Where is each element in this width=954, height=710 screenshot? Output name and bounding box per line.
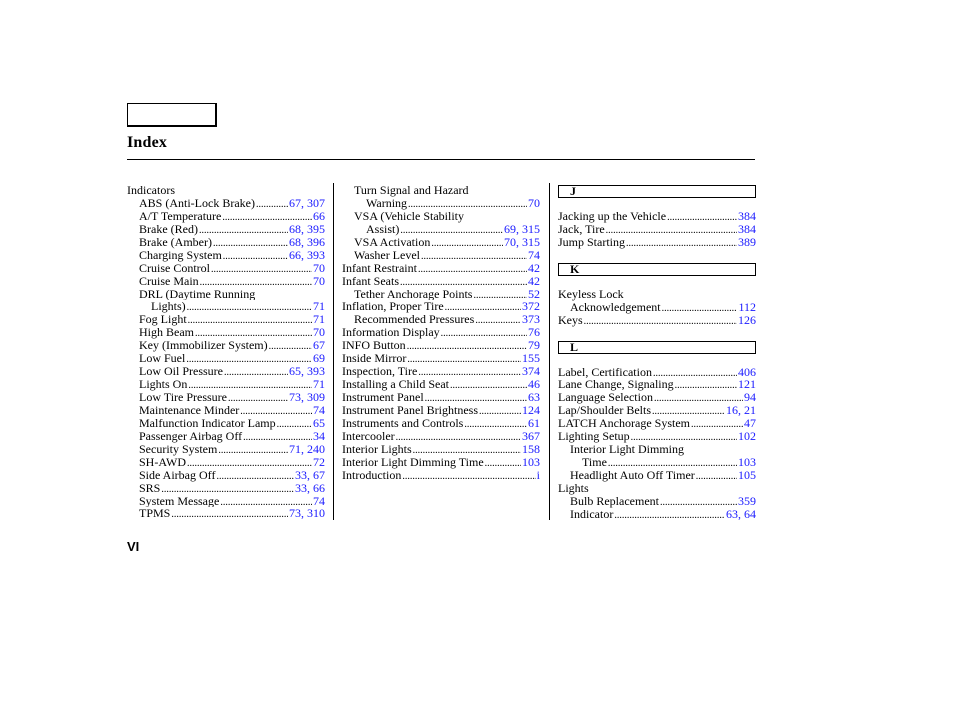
page-reference-link[interactable]: 71 — [313, 300, 325, 314]
page-reference-link[interactable]: 102 — [738, 430, 756, 444]
leader-dots — [171, 509, 288, 520]
leader-dots — [187, 302, 312, 313]
page-reference-link[interactable]: 70 — [313, 326, 325, 340]
leader-dots — [691, 419, 743, 430]
leader-dots — [413, 445, 521, 456]
index-entry — [342, 223, 540, 236]
index-entry — [342, 417, 540, 430]
index-entry — [127, 456, 325, 469]
page-reference-link[interactable]: 103 — [522, 455, 540, 469]
page-reference-link[interactable]: 71 — [313, 313, 325, 327]
leader-dots — [425, 393, 527, 404]
index-entry — [127, 184, 325, 197]
leader-dots — [696, 471, 737, 482]
leader-dots — [396, 432, 521, 443]
leader-dots — [400, 225, 503, 236]
leader-dots — [473, 290, 527, 301]
page-title: Index — [127, 134, 168, 151]
index-entry — [558, 508, 756, 521]
index-entry-label: Jack, Tire — [558, 222, 605, 236]
page-reference-link[interactable]: 47 — [744, 417, 756, 431]
index-entry — [127, 326, 325, 339]
page-reference-link[interactable]: 63 — [528, 391, 540, 404]
leader-dots — [475, 315, 521, 326]
index-entry — [127, 391, 325, 404]
leader-dots — [606, 225, 737, 236]
index-entry-label: Lap/Shoulder Belts — [558, 404, 651, 418]
index-entry-label: Turn Signal and Hazard — [354, 184, 469, 197]
index-entry-label: Fog Light — [139, 313, 187, 327]
index-entry — [558, 391, 756, 404]
section-tab-box — [127, 103, 217, 127]
index-entry — [127, 430, 325, 443]
index-entry — [558, 404, 756, 417]
index-entry-label: Brake (Red) — [139, 222, 198, 236]
leader-dots — [188, 380, 312, 391]
leader-dots — [418, 264, 527, 275]
index-entry-label: Introduction — [342, 468, 402, 482]
page-reference-link[interactable]: 66 — [313, 209, 325, 223]
leader-dots — [441, 328, 527, 339]
index-entry — [558, 301, 756, 314]
index-entry — [342, 210, 540, 223]
page-reference-link[interactable]: 46 — [528, 378, 540, 391]
index-entry — [558, 456, 756, 469]
leader-dots — [408, 199, 527, 210]
leader-dots — [654, 393, 743, 404]
index-entry-label: Infant Seats — [342, 274, 399, 288]
page-reference-link[interactable]: 68, 396 — [289, 235, 325, 249]
leader-dots — [195, 328, 312, 339]
page-reference-link[interactable]: 126 — [738, 313, 756, 327]
index-entry-label: TPMS — [139, 507, 171, 521]
index-column-2 — [342, 184, 540, 482]
index-entry — [558, 210, 756, 223]
page-reference-link[interactable]: 52 — [528, 287, 540, 301]
leader-dots — [222, 212, 312, 223]
index-entry-label: Recommended Pressures — [354, 313, 475, 327]
index-entry-label: Inside Mirror — [342, 352, 407, 366]
index-entry-label: Malfunction Indicator Lamp — [139, 416, 276, 430]
index-entry — [127, 236, 325, 249]
leader-dots — [662, 303, 738, 314]
leader-dots — [584, 316, 737, 327]
page-reference-link[interactable]: 72 — [313, 455, 325, 469]
index-entry-label: Inspection, Tire — [342, 365, 418, 379]
index-entry-label: Infant Restraint — [342, 261, 417, 275]
index-entry — [127, 275, 325, 288]
page-reference-link[interactable]: 34 — [313, 429, 325, 443]
page-reference-link[interactable]: 33, 66 — [295, 481, 325, 495]
index-entry — [342, 378, 540, 391]
index-entry — [342, 404, 540, 417]
leader-dots — [240, 406, 312, 417]
index-entry-label: Security System — [139, 442, 218, 456]
index-entry — [342, 184, 540, 197]
index-entry — [342, 300, 540, 313]
title-rule — [127, 159, 755, 160]
index-entry-label: Instruments and Controls — [342, 416, 464, 430]
column-divider — [333, 183, 334, 520]
leader-dots — [418, 367, 521, 378]
leader-dots — [220, 497, 312, 508]
index-column-3 — [558, 184, 756, 521]
page-reference-link[interactable]: 373 — [522, 313, 540, 327]
index-entry-label: Low Fuel — [139, 352, 186, 366]
index-entry — [127, 249, 325, 262]
index-entry — [558, 378, 756, 391]
index-entry-label: Instrument Panel — [342, 391, 424, 404]
leader-dots — [277, 419, 312, 430]
index-entry-label: Interior Light Dimming Time — [342, 455, 484, 469]
leader-dots — [653, 368, 737, 379]
page-reference-link[interactable]: 359 — [738, 494, 756, 508]
index-entry-label: Brake (Amber) — [139, 235, 212, 249]
page-reference-link[interactable]: 63, 64 — [726, 507, 756, 521]
page-reference-link[interactable]: 42 — [528, 261, 540, 275]
index-entry — [127, 313, 325, 326]
page-reference-link[interactable]: 69, 315 — [504, 222, 540, 236]
index-entry-label: Lights — [558, 481, 589, 495]
index-entry-label: LATCH Anchorage System — [558, 417, 690, 431]
index-entry — [558, 366, 756, 379]
page-reference-link[interactable]: 384 — [738, 222, 756, 236]
index-entry-label: Keyless Lock — [558, 287, 624, 301]
leader-dots — [269, 341, 312, 352]
page-reference-link[interactable]: 105 — [738, 469, 756, 482]
letter-heading: J — [558, 185, 756, 198]
index-entry-label: Lights) — [151, 300, 186, 314]
page-reference-link[interactable]: 73, 309 — [289, 391, 325, 404]
page-reference-link[interactable]: 67, 307 — [289, 196, 325, 210]
index-entry — [127, 469, 325, 482]
page-reference-link[interactable]: 74 — [528, 248, 540, 262]
leader-dots — [667, 212, 737, 223]
page-reference-link[interactable]: 79 — [528, 339, 540, 353]
page-reference-link[interactable]: 367 — [522, 429, 540, 443]
index-entry-label: Passenger Airbag Off — [139, 429, 243, 443]
index-entry-label: Headlight Auto Off Timer — [570, 469, 695, 482]
index-entry-label: Indicator — [570, 507, 614, 521]
index-entry — [342, 443, 540, 456]
index-entry — [342, 326, 540, 339]
index-entry — [127, 339, 325, 352]
page-reference-link[interactable]: 74 — [313, 494, 325, 508]
index-entry-label: INFO Button — [342, 339, 406, 353]
index-entry-label: Lighting Setup — [558, 430, 630, 444]
page-reference-link[interactable]: 16, 21 — [726, 404, 756, 418]
index-entry — [342, 313, 540, 326]
index-entry — [342, 275, 540, 288]
index-entry — [127, 507, 325, 520]
index-entry — [342, 236, 540, 249]
leader-dots — [213, 238, 288, 249]
page-reference-link[interactable]: 42 — [528, 274, 540, 288]
leader-dots — [200, 277, 312, 288]
index-entry — [127, 404, 325, 417]
index-entry — [558, 482, 756, 495]
index-entry-label: SRS — [139, 481, 161, 495]
index-entry-label: Time — [582, 456, 607, 469]
leader-dots — [187, 458, 312, 469]
page-reference-link[interactable]: 65 — [313, 416, 325, 430]
index-entry-label: Inflation, Proper Tire — [342, 300, 444, 314]
index-entry-label: Bulb Replacement — [570, 494, 659, 508]
index-entry-label: System Message — [139, 494, 220, 508]
index-entry — [342, 339, 540, 352]
index-entry-label: A/T Temperature — [139, 209, 222, 223]
leader-dots — [188, 315, 312, 326]
index-entry-label: Low Tire Pressure — [139, 391, 228, 404]
index-entry — [558, 314, 756, 327]
leader-dots — [431, 238, 503, 249]
index-entry — [127, 300, 325, 313]
leader-dots — [445, 302, 521, 313]
index-entry — [342, 249, 540, 262]
page-reference-link[interactable]: 103 — [738, 456, 756, 469]
index-entry — [558, 430, 756, 443]
index-column-1 — [127, 184, 325, 520]
leader-dots — [626, 238, 737, 249]
index-entry-label: Lane Change, Signaling — [558, 378, 674, 392]
index-entry-label: Jacking up the Vehicle — [558, 210, 667, 223]
index-entry-label: Cruise Control — [139, 261, 210, 275]
page-reference-link[interactable]: 389 — [738, 235, 756, 249]
leader-dots — [464, 419, 527, 430]
leader-dots — [485, 458, 521, 469]
index-entry — [558, 469, 756, 482]
index-entry-label: Warning — [366, 196, 408, 210]
index-entry-label: Lights On — [139, 378, 188, 391]
index-entry — [127, 197, 325, 210]
leader-dots — [211, 264, 312, 275]
leader-dots — [660, 497, 737, 508]
page-number: VI — [127, 539, 140, 554]
index-entry-label: Instrument Panel Brightness — [342, 403, 478, 417]
page-reference-link[interactable]: 65, 393 — [289, 365, 325, 379]
index-entry-label: Key (Immobilizer System) — [139, 339, 268, 353]
index-entry-label: DRL (Daytime Running — [139, 287, 256, 301]
page-reference-link[interactable]: 406 — [738, 365, 756, 379]
leader-dots — [256, 199, 288, 210]
index-entry-label: Washer Level — [354, 248, 420, 262]
leader-dots — [402, 471, 535, 482]
index-entry — [342, 288, 540, 301]
page-reference-link[interactable]: 69 — [313, 352, 325, 366]
index-entry — [558, 223, 756, 236]
leader-dots — [161, 484, 294, 495]
index-entry — [127, 443, 325, 456]
index-entry — [342, 352, 540, 365]
page-reference-link[interactable]: 67 — [313, 339, 325, 353]
index-entry-label: Assist) — [366, 222, 400, 236]
index-entry-label: Maintenance Minder — [139, 403, 240, 417]
index-entry — [127, 365, 325, 378]
section-spacer — [558, 249, 756, 262]
page-reference-link[interactable]: 70, 315 — [504, 235, 540, 249]
page-reference-link[interactable]: 158 — [522, 442, 540, 456]
leader-dots — [243, 432, 312, 443]
leader-dots — [614, 510, 725, 521]
index-entry-label: Indicators — [127, 184, 175, 197]
leader-dots — [228, 393, 288, 404]
index-entry-label: Jump Starting — [558, 235, 626, 249]
page-reference-link[interactable]: 74 — [313, 403, 325, 417]
index-entry — [342, 430, 540, 443]
column-divider — [549, 183, 550, 520]
page-reference-link[interactable]: 374 — [522, 365, 540, 379]
leader-dots — [450, 380, 527, 391]
index-entry-label: High Beam — [139, 326, 194, 340]
index-entry — [127, 352, 325, 365]
leader-dots — [218, 445, 288, 456]
page-reference-link[interactable]: 112 — [738, 300, 756, 314]
index-entry-label: Information Display — [342, 326, 440, 340]
index-entry-label: Interior Light Dimming — [570, 443, 684, 457]
leader-dots — [407, 341, 527, 352]
leader-dots — [608, 458, 737, 469]
page-reference-link[interactable]: 94 — [744, 391, 756, 405]
page-reference-link[interactable]: 33, 67 — [295, 468, 325, 482]
page-reference-link[interactable]: 73, 310 — [289, 507, 325, 521]
index-entry — [127, 417, 325, 430]
leader-dots — [223, 251, 288, 262]
leader-dots — [400, 277, 527, 288]
index-entry — [127, 262, 325, 275]
index-entry — [558, 417, 756, 430]
index-entry-label: Intercooler — [342, 429, 395, 443]
page-reference-link[interactable]: 372 — [522, 300, 540, 314]
letter-heading: K — [558, 263, 756, 276]
leader-dots — [652, 406, 725, 417]
index-entry-label: VSA (Vehicle Stability — [354, 209, 464, 223]
index-entry — [127, 495, 325, 508]
index-entry-label: Low Oil Pressure — [139, 365, 223, 379]
index-entry — [342, 197, 540, 210]
leader-dots — [224, 367, 288, 378]
index-entry — [127, 378, 325, 391]
page-reference-link[interactable]: 71 — [313, 378, 325, 391]
index-entry-label: Tether Anchorage Points — [354, 287, 473, 301]
index-entry-label: Acknowledgement — [570, 300, 661, 314]
index-entry — [127, 223, 325, 236]
index-entry-label: Language Selection — [558, 391, 653, 405]
page-reference-link[interactable]: 124 — [522, 403, 540, 417]
index-entry — [342, 456, 540, 469]
index-entry — [342, 262, 540, 275]
index-entry-label: Charging System — [139, 248, 222, 262]
index-entry — [342, 365, 540, 378]
page-reference-link[interactable]: 68, 395 — [289, 222, 325, 236]
leader-dots — [421, 251, 527, 262]
index-entry-label: Label, Certification — [558, 365, 652, 379]
page-reference-link[interactable]: i — [536, 468, 540, 482]
index-entry-label: Side Airbag Off — [139, 468, 216, 482]
leader-dots — [631, 432, 737, 443]
leader-dots — [675, 380, 737, 391]
page-reference-link[interactable]: 76 — [528, 326, 540, 340]
leader-dots — [216, 471, 294, 482]
index-entry — [127, 482, 325, 495]
page-reference-link[interactable]: 70 — [313, 261, 325, 275]
page-reference-link[interactable]: 384 — [738, 210, 756, 223]
index-entry — [558, 236, 756, 249]
leader-dots — [479, 406, 521, 417]
page-reference-link[interactable]: 121 — [738, 378, 756, 392]
index-entry — [558, 495, 756, 508]
index-entry — [558, 443, 756, 456]
index-entry — [127, 210, 325, 223]
leader-dots — [186, 354, 312, 365]
page-reference-link[interactable]: 70 — [313, 274, 325, 288]
index-entry-label: VSA Activation — [354, 235, 431, 249]
index-entry-label: Interior Lights — [342, 442, 412, 456]
index-entry-label: Cruise Main — [139, 274, 199, 288]
page-reference-link[interactable]: 66, 393 — [289, 248, 325, 262]
index-entry — [342, 469, 540, 482]
leader-dots — [199, 225, 288, 236]
page-reference-link[interactable]: 70 — [528, 196, 540, 210]
leader-dots — [407, 354, 521, 365]
index-entry — [127, 288, 325, 301]
index-entry — [342, 391, 540, 404]
index-entry-label: SH-AWD — [139, 455, 187, 469]
page-reference-link[interactable]: 61 — [528, 416, 540, 430]
index-entry-label: ABS (Anti-Lock Brake) — [139, 196, 255, 210]
page-reference-link[interactable]: 155 — [522, 352, 540, 366]
section-spacer — [558, 327, 756, 340]
index-entry-label: Keys — [558, 313, 583, 327]
page-reference-link[interactable]: 71, 240 — [289, 442, 325, 456]
index-entry-label: Installing a Child Seat — [342, 378, 449, 391]
letter-heading: L — [558, 341, 756, 354]
index-entry — [558, 288, 756, 301]
